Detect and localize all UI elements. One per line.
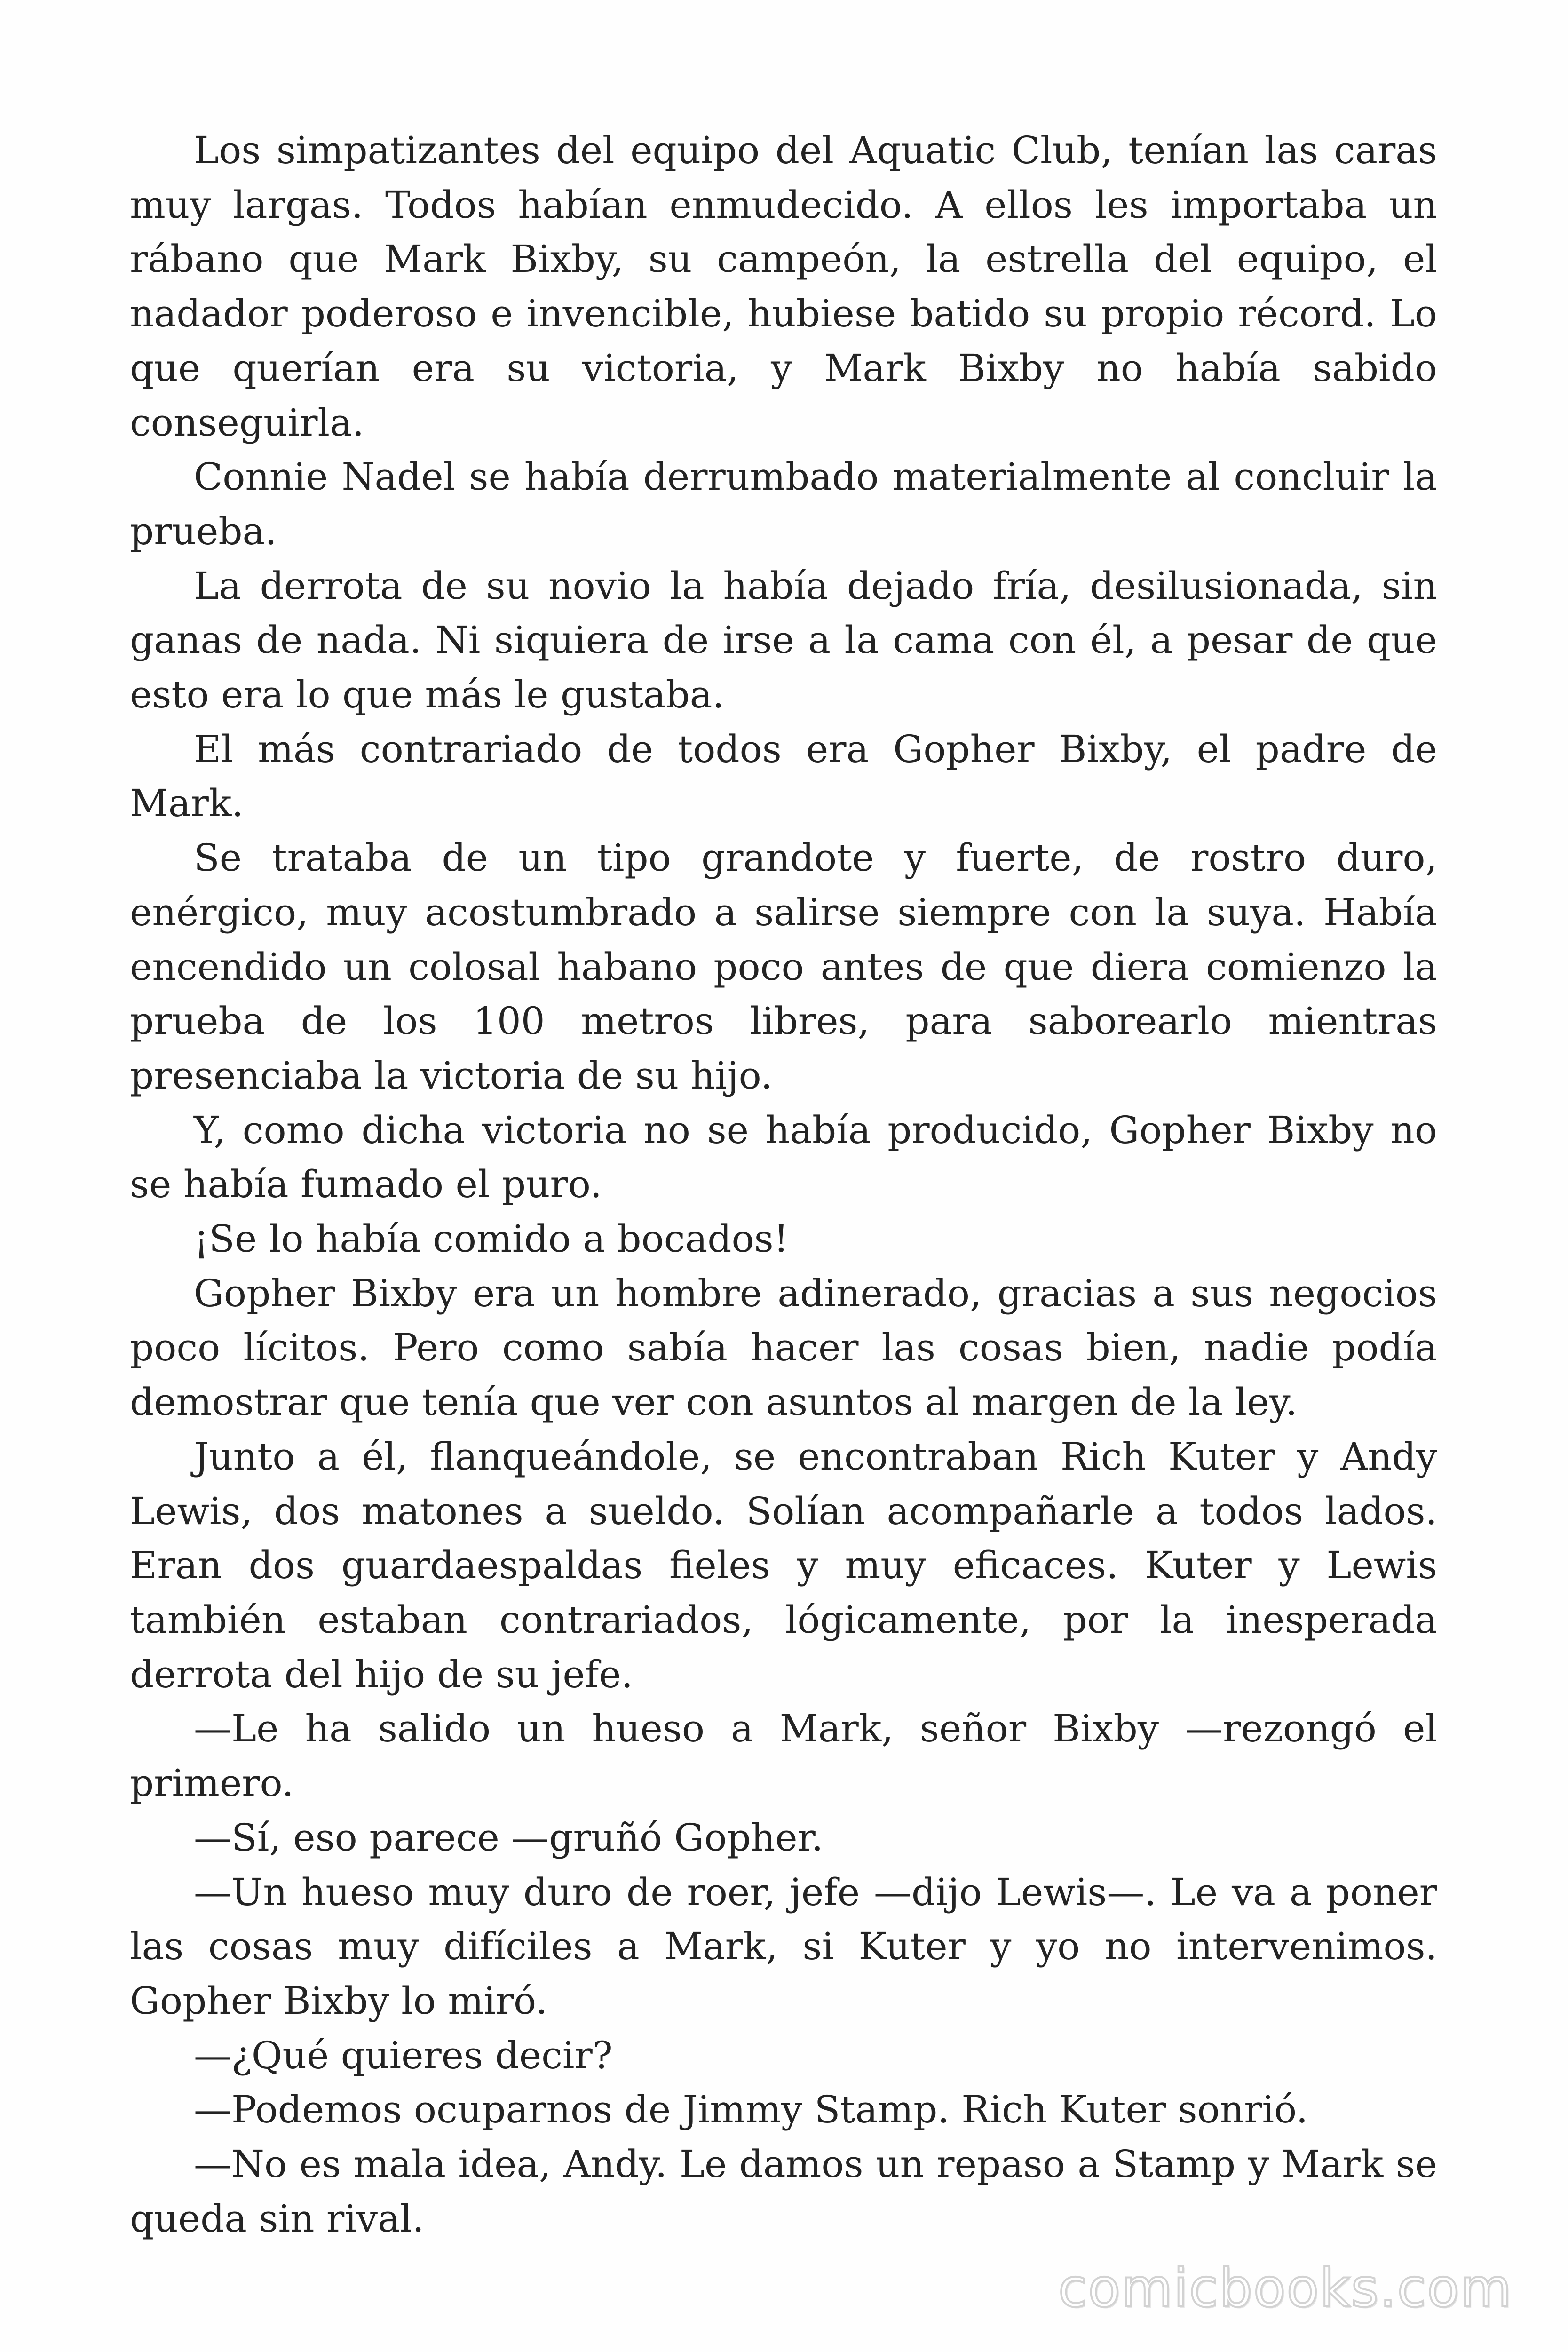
- paragraph: —¿Qué quieres decir?: [194, 2033, 613, 2077]
- paragraph: La derrota de su novio la había dejado fría, desilusionada, sin ganas de nada. Ni siquiera de irse a la cama con él, a pesar de que esto era lo que más le gustaba.: [130, 564, 1437, 717]
- paragraph: Gopher Bixby era un hombre adinerado, gracias a sus negocios poco lícitos. Pero como sabía hacer las cosas bien, nadie podía demostrar que tenía que ver con asuntos al margen de la ley.: [130, 1271, 1437, 1424]
- paragraph: El más contrariado de todos era Gopher Bixby, el padre de Mark.: [130, 727, 1437, 826]
- paragraph: Se trataba de un tipo grandote y fuerte, de rostro duro, enérgico, muy acostumbrado a salirse siempre con la suya. Había encendido un colosal habano poco antes de que diera comienzo la prueba de los 100 metros libres, para saborearlo mientras presenciaba la victoria de su hijo.: [130, 836, 1437, 1097]
- paragraph: Junto a él, flanqueándole, se encontraban Rich Kuter y Andy Lewis, dos matones a sueldo. Solían acompañarle a todos lados. Eran dos guardaespaldas fieles y muy eficaces. Kuter y Lewis también estaban contrariados, lógicamente, por la inesperada derrota del hijo de su jefe.: [130, 1434, 1437, 1696]
- body-text: [130, 123, 1437, 2246]
- paragraph: —Le ha salido un hueso a Mark, señor Bixby —rezongó el primero.: [130, 1707, 1437, 1805]
- paragraph: Los simpatizantes del equipo del Aquatic Club, tenían las caras muy largas. Todos habían enmudecido. A ellos les importaba un rábano que Mark Bixby, su campeón, la estrella del equipo, el nadador poderoso e invencible, hubiese batido su propio récord. Lo que querían era su victoria, y Mark Bixby no había sabido conseguirla.: [130, 128, 1437, 445]
- paragraph: —No es mala idea, Andy. Le damos un repaso a Stamp y Mark se queda sin rival.: [130, 2142, 1437, 2241]
- watermark: comicbooks.com: [1058, 2258, 1513, 2319]
- paragraph: ¡Se lo había comido a bocados!: [194, 1217, 789, 1261]
- paragraph: —Podemos ocuparnos de Jimmy Stamp. Rich Kuter sonrió.: [194, 2088, 1308, 2132]
- paragraph: Y, como dicha victoria no se había producido, Gopher Bixby no se había fumado el puro.: [130, 1108, 1437, 1207]
- paragraph: —Sí, eso parece —gruñó Gopher.: [194, 1815, 824, 1859]
- paragraph: —Un hueso muy duro de roer, jefe —dijo Lewis—. Le va a poner las cosas muy difíciles a Mark, si Kuter y yo no intervenimos. Gopher Bixby lo miró.: [130, 1870, 1437, 2023]
- paragraph: Connie Nadel se había derrumbado materialmente al concluir la prueba.: [130, 455, 1437, 553]
